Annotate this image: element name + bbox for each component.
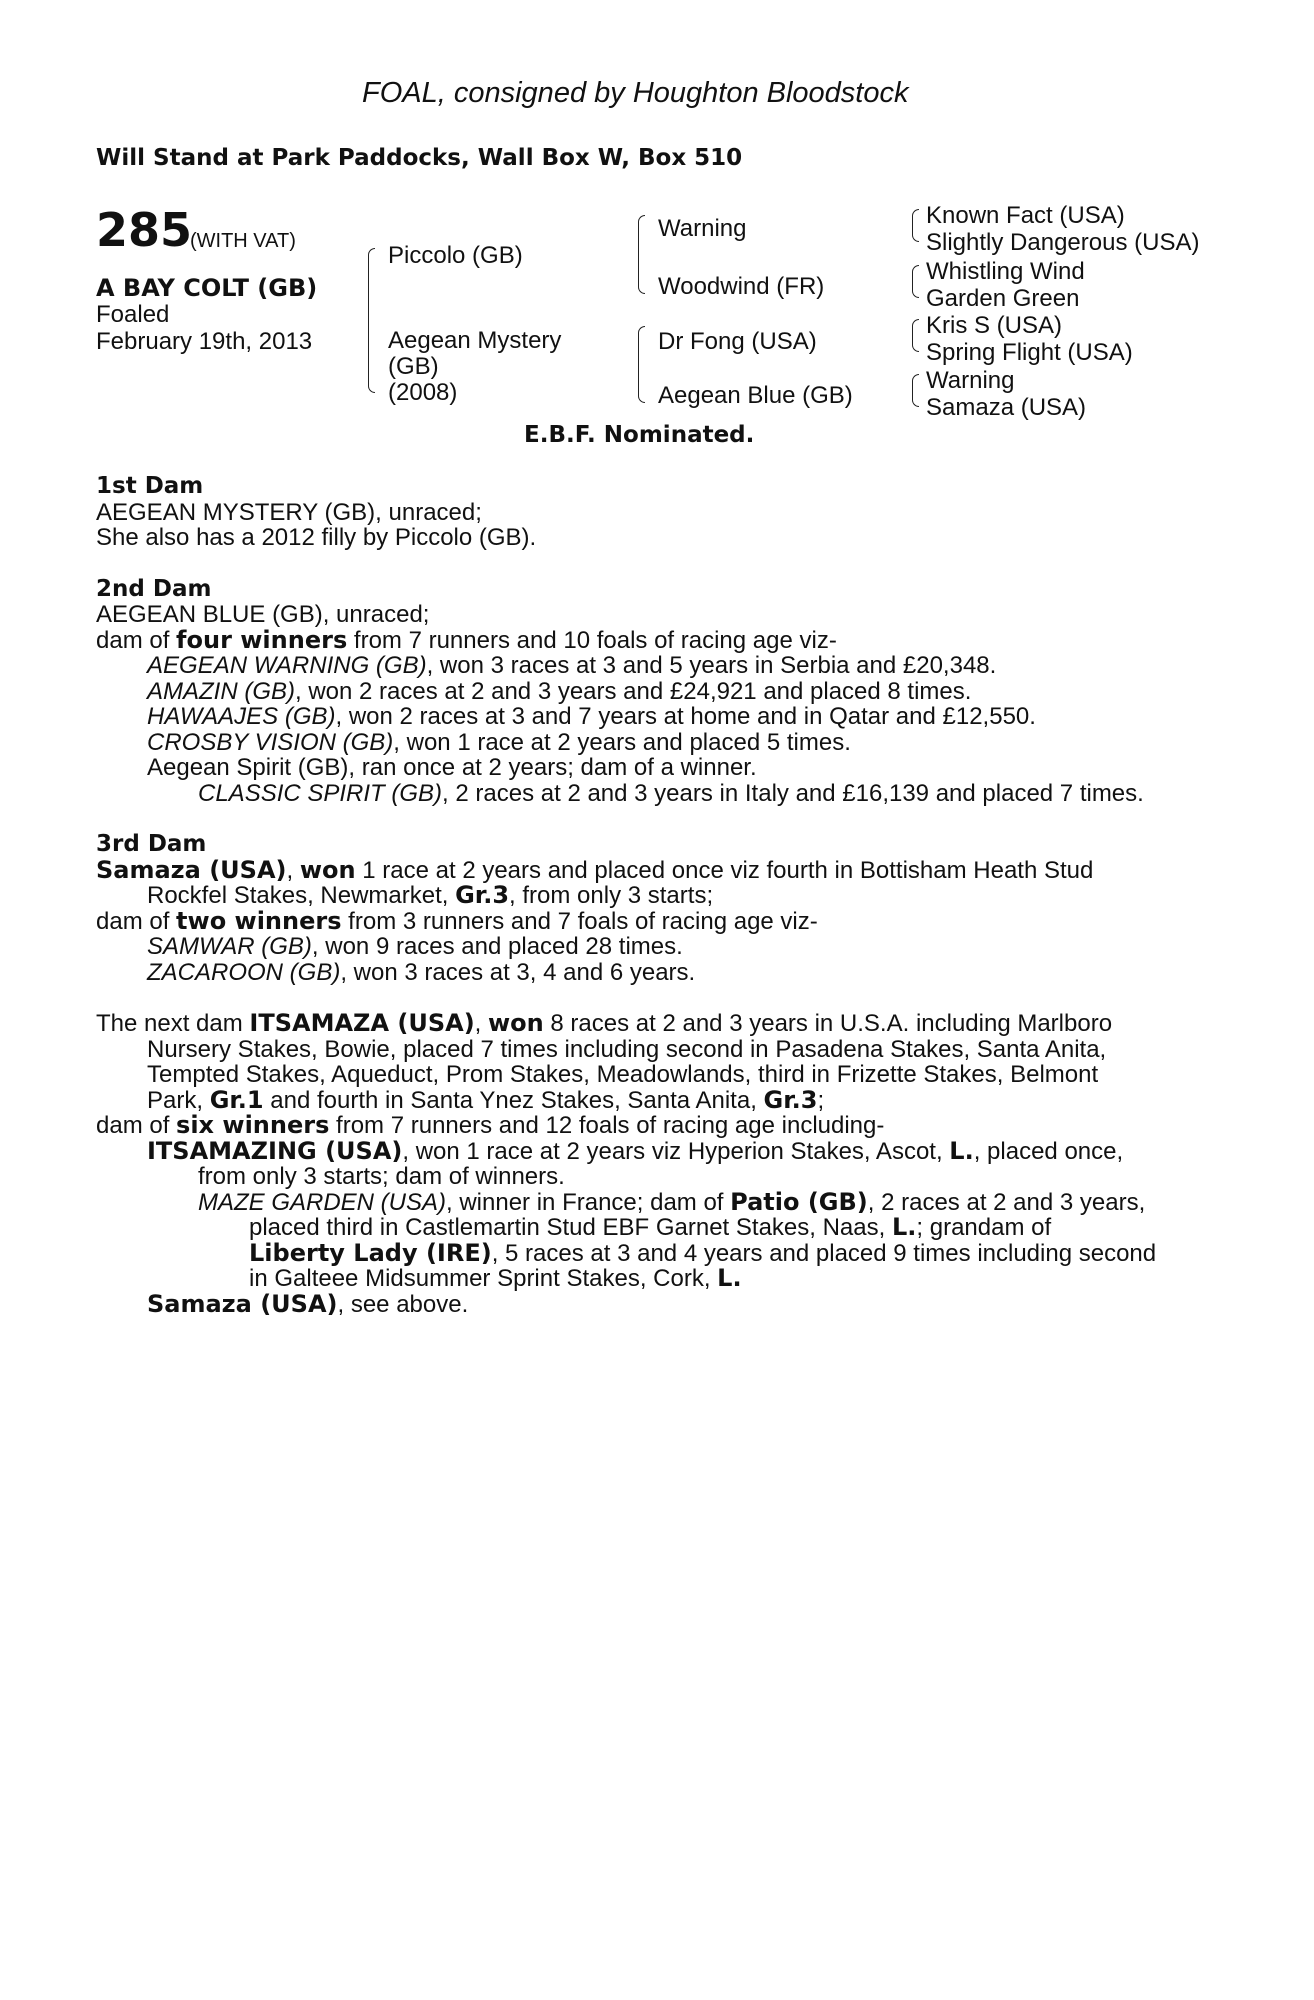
list-item: SAMWAR (GB), won 9 races and placed 28 times. <box>147 933 683 960</box>
list-item: in Galteee Midsummer Sprint Stakes, Cork, L. <box>249 1264 742 1292</box>
second-dam-heading: 2nd Dam <box>96 575 212 602</box>
pedigree-brace <box>368 316 375 393</box>
sire-sire: Warning <box>658 215 747 242</box>
list-item: CLASSIC SPIRIT (GB), 2 races at 2 and 3 years in Italy and £16,139 and placed 7 times. <box>198 779 1144 807</box>
pedigree-brace <box>638 346 645 403</box>
list-item: Liberty Lady (IRE), 5 races at 3 and 4 years and placed 9 times including second <box>249 1238 1157 1267</box>
third-dam-line: Rockfel Stakes, Newmarket, Gr.3, from only 3 starts; <box>147 881 714 909</box>
third-dam-line: Samaza (USA), won 1 race at 2 years and placed once viz fourth in Bottisham Heath Stud <box>96 855 1094 884</box>
list-item: ZACAROON (GB), won 3 races at 3, 4 and 6 years. <box>147 958 696 986</box>
list-item: ITSAMAZING (USA), won 1 race at 2 years viz Hyperion Stakes, Ascot, L., placed once, <box>147 1136 1124 1165</box>
pedigree-brace <box>912 319 919 336</box>
pedigree-brace <box>638 326 645 347</box>
foaled-date: February 19th, 2013 <box>96 328 313 355</box>
list-item: HAWAAJES (GB), won 2 races at 3 and 7 years at home and in Qatar and £12,550. <box>147 703 1036 730</box>
next-dam-line: The next dam ITSAMAZA (USA), won 8 races at 2 and 3 years in U.S.A. including Marlboro <box>96 1009 1113 1037</box>
dam-year: (2008) <box>388 379 458 406</box>
first-dam-heading: 1st Dam <box>96 473 204 499</box>
stand-location: Will Stand at Park Paddocks, Wall Box W, Box 510 <box>96 145 743 171</box>
g-garden-green: Garden Green <box>926 285 1080 312</box>
list-item: placed third in Castlemartin Stud EBF Garnet Stakes, Naas, L.; grandam of <box>249 1213 1052 1241</box>
pedigree-brace <box>368 248 375 317</box>
g-samaza: Samaza (USA) <box>926 394 1087 421</box>
sire-name: Piccolo (GB) <box>388 242 523 269</box>
produce-record <box>96 473 1206 1317</box>
page-title: FOAL, consigned by Houghton Bloodstock <box>362 77 909 109</box>
pedigree-brace <box>638 215 645 242</box>
ebf-nominated: E.B.F. Nominated. <box>524 422 755 448</box>
dam-name: Aegean Mystery <box>388 327 562 354</box>
pedigree-brace <box>638 241 645 294</box>
foaled-label: Foaled <box>96 301 170 328</box>
first-dam-line: She also has a 2012 filly by Piccolo (GB). <box>96 524 537 551</box>
list-item: CROSBY VISION (GB), won 1 race at 2 years and placed 5 times. <box>147 728 851 756</box>
list-item: from only 3 starts; dam of winners. <box>198 1163 565 1190</box>
second-dam-line: AEGEAN BLUE (GB), unraced; <box>96 601 430 628</box>
dam-sire: Dr Fong (USA) <box>658 328 817 355</box>
dam-dam: Aegean Blue (GB) <box>658 382 853 409</box>
next-dam-produce-summary: dam of six winners from 7 runners and 12 foals of racing age including- <box>96 1111 885 1139</box>
list-item: Aegean Spirit (GB), ran once at 2 years; dam of a winner. <box>147 754 757 781</box>
next-dam-line: Nursery Stakes, Bowie, placed 7 times including second in Pasadena Stakes, Santa Anita, <box>147 1035 1107 1063</box>
pedigree-brace <box>912 225 919 242</box>
g-kris-s: Kris S (USA) <box>926 312 1063 339</box>
vat-label: (WITH VAT) <box>190 230 296 252</box>
pedigree-brace <box>912 390 919 407</box>
lot-description: A BAY COLT (GB) <box>96 274 318 302</box>
third-dam-heading: 3rd Dam <box>96 831 207 857</box>
sire-dam: Woodwind (FR) <box>658 273 825 300</box>
pedigree-brace <box>912 209 919 226</box>
pedigree-brace <box>912 281 919 298</box>
g-known-fact: Known Fact (USA) <box>926 202 1125 229</box>
list-item: MAZE GARDEN (USA), winner in France; dam of Patio (GB), 2 races at 2 and 3 years, <box>198 1187 1146 1216</box>
list-item: AEGEAN WARNING (GB), won 3 races at 3 and 5 years in Serbia and £20,348. <box>147 652 997 679</box>
third-dam-produce-summary: dam of two winners from 3 runners and 7 foals of racing age viz- <box>96 906 818 935</box>
lot-number: 285 <box>96 203 193 257</box>
first-dam-line: AEGEAN MYSTERY (GB), unraced; <box>96 498 482 526</box>
pedigree-brace <box>912 265 919 282</box>
g-slightly-dangerous: Slightly Dangerous (USA) <box>926 229 1200 256</box>
g-warning: Warning <box>926 367 1015 394</box>
list-item: AMAZIN (GB), won 2 races at 2 and 3 years and £24,921 and placed 8 times. <box>147 677 972 705</box>
next-dam-line: Tempted Stakes, Aqueduct, Prom Stakes, Meadowlands, third in Frizette Stakes, Belmont <box>147 1061 1099 1088</box>
list-item: Samaza (USA), see above. <box>147 1289 469 1318</box>
pedigree-brace <box>912 374 919 391</box>
dam-origin: (GB) <box>388 353 439 380</box>
g-spring-flight: Spring Flight (USA) <box>926 339 1133 366</box>
second-dam-produce-summary: dam of four winners from 7 runners and 10 foals of racing age viz- <box>96 625 837 654</box>
g-whistling-wind: Whistling Wind <box>926 258 1085 285</box>
pedigree-brace <box>912 335 919 352</box>
next-dam-line: Park, Gr.1 and fourth in Santa Ynez Stakes, Santa Anita, Gr.3; <box>147 1085 825 1114</box>
